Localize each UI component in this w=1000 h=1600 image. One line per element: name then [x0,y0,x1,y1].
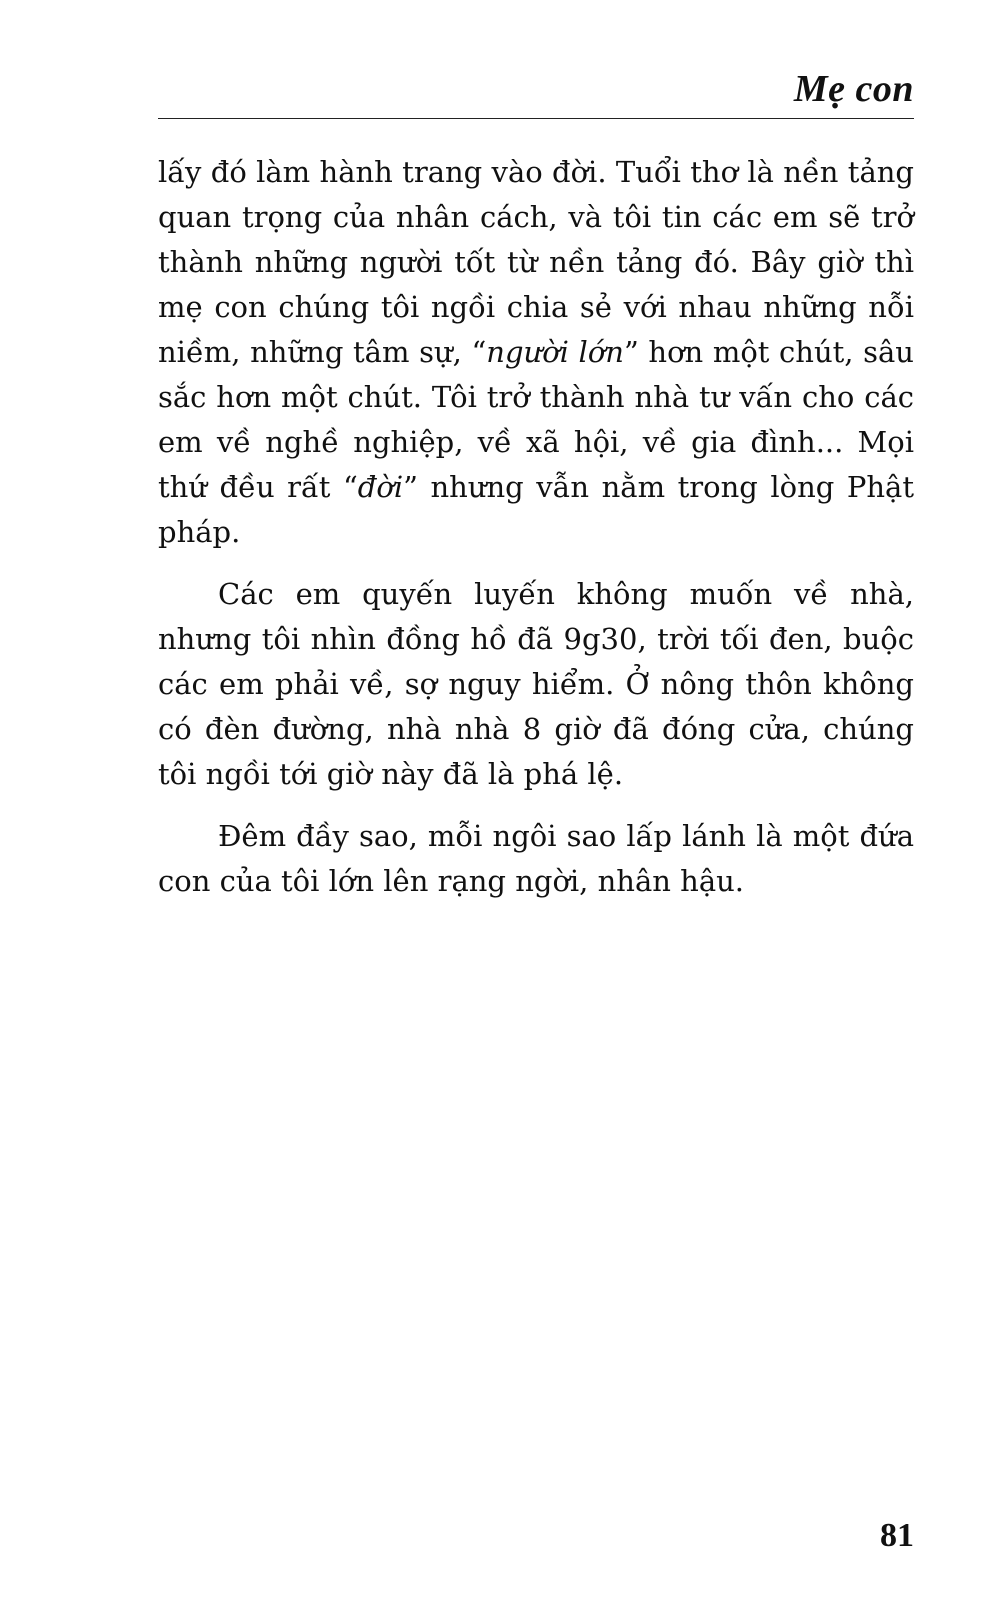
paragraph-3: Đêm đầy sao, mỗi ngôi sao lấp lánh là một đứa con của tôi lớn lên rạng ngời, nhân hậu. [158,819,914,898]
paragraph-1-emphasis-a: người lớn [486,335,624,369]
paragraph-1-emphasis-b: đời [357,470,404,504]
paragraph-1-text-c: ” nhưng vẫn nằm trong lòng Phật pháp. [158,470,914,549]
paragraph-1-text-a: lấy đó làm hành trang vào đời. Tuổi thơ là nền tảng quan trọng của nhân cách, và tôi tin các em sẽ trở thành những người tốt từ nền tảng đó. Bây giờ thì mẹ con chúng tôi ngồi chia sẻ với nhau những nỗi niềm, những tâm sự, “ [158,155,914,369]
paragraph-1 [158,150,914,555]
running-title: Mẹ con [793,68,914,110]
paragraph-2: Các em quyến luyến không muốn về nhà, nhưng tôi nhìn đồng hồ đã 9g30, trời tối đen, buộc các em phải về, sợ nguy hiểm. Ở nông thôn không có đèn đường, nhà nhà 8 giờ đã đóng cửa, chúng tôi ngồi tới giờ này đã là phá lệ. [158,577,914,791]
running-header [158,60,914,119]
page-number: 81 [880,1517,914,1554]
page-body [158,150,914,921]
paragraph-1-text-b: ” hơn một chút, sâu sắc hơn một chút. Tôi trở thành nhà tư vấn cho các em về nghề nghiệp, về xã hội, về gia đình... Mọi thứ đều rất “ [158,335,914,504]
